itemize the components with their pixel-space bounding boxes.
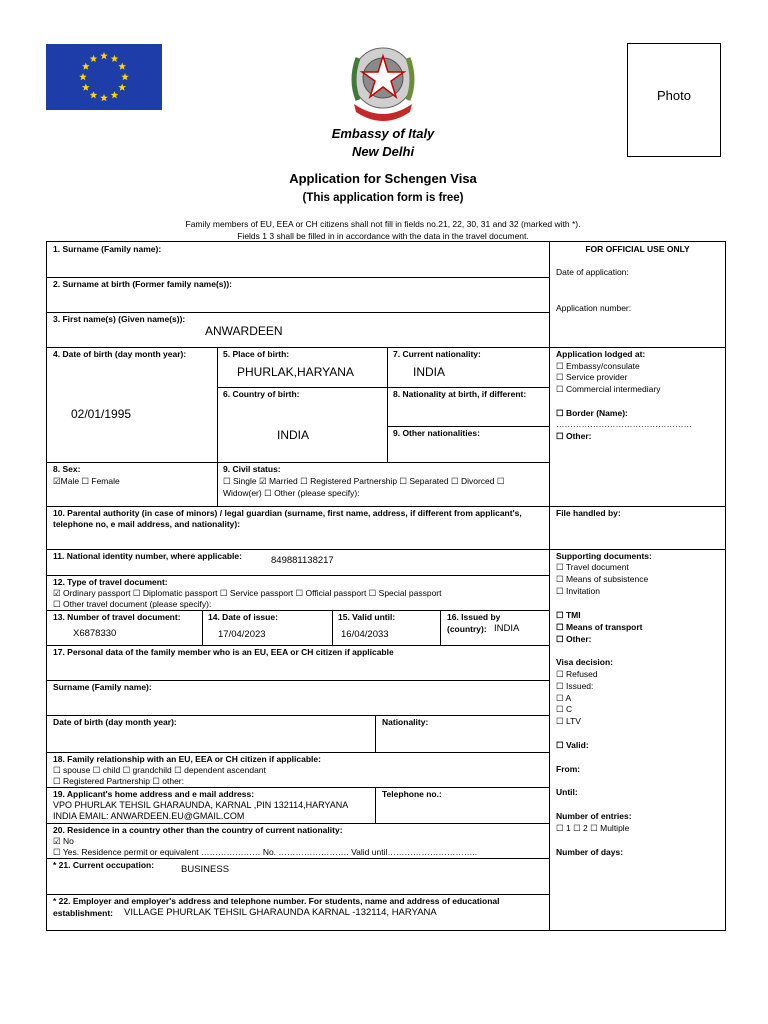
field-8-nationality-birth-label: 8. Nationality at birth, if different: [393,389,527,399]
field-19-address[interactable]: VPO PHURLAK TEHSIL GHARAUNDA, KARNAL ,PIN 132114,HARYANA [53,800,349,810]
field-14-value[interactable]: 17/04/2023 [218,629,266,640]
field-9-other-nationalities-label: 9. Other nationalities: [393,428,480,438]
form-subtitle: (This application form is free) [302,192,464,204]
field-1-label: 1. Surname (Family name): [53,244,162,254]
italian-emblem [340,40,426,126]
field-15-label: 15. Valid until: [338,612,396,622]
field-16-label-2: (country): [447,624,487,634]
official-lodged-label: Application lodged at: [556,349,646,359]
civil-status-options-2[interactable]: Widow(er) ☐ Other (please specify): [223,488,360,498]
official-lodged-commercial: ☐ Commercial intermediary [556,384,661,394]
field-17-dob-label: Date of birth (day month year): [53,717,177,727]
official-tmi: ☐ TMI [556,610,581,620]
field-11-value[interactable]: 849881138217 [271,555,334,566]
field-22-label: * 22. Employer and employer's address and telephone number. For students, name and address of educational [53,896,500,906]
official-use-header: FOR OFFICIAL USE ONLY [585,244,690,254]
eu-flag [46,44,162,110]
field-12-label: 12. Type of travel document: [53,577,168,587]
field-5-value[interactable]: PHURLAK,HARYANA [237,365,354,379]
field-8-sex-label: 8. Sex: [53,464,81,474]
official-a: ☐ A [556,693,572,703]
travel-doc-other[interactable]: ☐ Other travel document (please specify): [53,599,212,609]
application-form [46,241,726,931]
field-21-value[interactable]: BUSINESS [181,864,230,875]
field-3-value[interactable]: ANWARDEEN [205,324,283,338]
form-title: Application for Schengen Visa [289,171,477,186]
official-ltv: ☐ LTV [556,716,581,726]
embassy-name: Embassy of Italy [331,126,435,141]
field-7-label: 7. Current nationality: [393,349,481,359]
official-visa-decision: Visa decision: [556,657,614,667]
field-22-value[interactable]: VILLAGE PHURLAK TEHSIL GHARAUNDA KARNAL -132114, HARYANA [124,907,437,918]
official-lodged-service: ☐ Service provider [556,372,628,382]
official-c: ☐ C [556,704,573,714]
field-6-value[interactable]: INDIA [277,428,310,442]
photo-label: Photo [657,88,691,103]
official-lodged-embassy: ☐ Embassy/consulate [556,361,640,371]
official-transport: ☐ Means of transport [556,622,643,632]
field-11-label: 11. National identity number, where applicable: [53,551,242,561]
official-sup-subsistence: ☐ Means of subsistence [556,574,649,584]
field-17-nationality-label: Nationality: [382,717,429,727]
official-entries-options: ☐ 1 ☐ 2 ☐ Multiple [556,823,630,833]
field-17-label: 17. Personal data of the family member who is an EU, EEA or CH citizen if applicable [53,647,394,657]
travel-doc-options[interactable]: ☑ Ordinary passport ☐ Diplomatic passport ☐ Service passport ☐ Official passport ☐ Special passport [53,588,442,598]
official-entries: Number of entries: [556,811,632,821]
field-9-civil-label: 9. Civil status: [223,464,281,474]
field-4-label: 4. Date of birth (day month year): [53,349,187,359]
embassy-city: New Delhi [351,144,415,159]
official-sup-invitation: ☐ Invitation [556,586,601,596]
field-20-label: 20. Residence in a country other than the country of current nationality: [53,825,343,835]
field-5-label: 5. Place of birth: [223,349,290,359]
field-18-label: 18. Family relationship with an EU, EEA or CH citizen if applicable: [53,754,321,764]
field-2-label: 2. Surname at birth (Former family name(s)): [53,279,233,289]
official-number-of-days: Number of days: [556,847,624,857]
official-file-handled: File handled by: [556,508,621,518]
official-supporting-docs: Supporting documents: [556,551,652,561]
field-3-label: 3. First name(s) (Given name(s)): [53,314,186,324]
field-6-label: 6. Country of birth: [223,389,300,399]
field-7-value[interactable]: INDIA [413,365,446,379]
field-16-value[interactable]: INDIA [494,623,520,634]
official-from: From: [556,764,581,774]
official-valid: ☐ Valid: [556,740,589,750]
field-13-value[interactable]: X6878330 [73,628,117,639]
field-14-label: 14. Date of issue: [208,612,278,622]
note-fields: Fields 1 3 shall be filled in in accordance with the data in the travel document. [237,231,529,241]
sex-options[interactable]: ☑Male ☐ Female [53,476,120,486]
field-22-label-2: establishment: [53,908,113,918]
official-sup-travel: ☐ Travel document [556,562,629,572]
note-family-members: Family members of EU, EEA or CH citizens shall not fill in fields no.21, 22, 30, 31 and 32 (marked with *). [185,219,581,229]
official-border-dots: ………………………………………… [556,419,692,429]
official-border: ☐ Border (Name): [556,408,628,418]
field-4-value[interactable]: 02/01/1995 [71,407,132,421]
field-19-label: 19. Applicant's home address and e mail address: [53,789,255,799]
official-issued: ☐ Issued: [556,681,594,691]
field-13-label: 13. Number of travel document: [53,612,181,622]
field-19-telephone-label: Telephone no.: [382,789,442,799]
field-15-value[interactable]: 16/04/2033 [341,629,389,640]
relationship-options[interactable]: ☐ spouse ☐ child ☐ grandchild ☐ dependent ascendant [53,765,266,775]
field-21-label: * 21. Current occupation: [53,860,155,870]
field-17-surname-label: Surname (Family name): [53,682,152,692]
official-until: Until: [556,787,578,797]
official-application-number: Application number: [556,303,632,313]
official-other-2: ☐ Other: [556,634,592,644]
relationship-options-2[interactable]: ☐ Registered Partnership ☐ other: [53,776,184,786]
field-16-label: 16. Issued by [447,612,501,622]
official-date-of-application: Date of application: [556,267,629,277]
civil-status-options[interactable]: ☐ Single ☑ Married ☐ Registered Partnership ☐ Separated ☐ Divorced ☐ [223,476,505,486]
photo-box [627,43,721,157]
official-refused: ☐ Refused [556,669,598,679]
official-other: ☐ Other: [556,431,592,441]
residence-no-option[interactable]: ☑ No [53,836,74,846]
eu-stars-icon [46,44,162,110]
field-19-email[interactable]: INDIA EMAIL: ANWARDEEN.EU@GMAIL.COM [53,811,245,821]
residence-yes-option[interactable]: ☐ Yes. Residence permit or equivalent ………………… No. ……………………. Valid until………………………….. [53,847,478,857]
field-10-label: 10. Parental authority (in case of minors) / legal guardian (surname, first name, address, if different from applicant's, telephone no, e mail address, and nationality): [53,508,522,529]
